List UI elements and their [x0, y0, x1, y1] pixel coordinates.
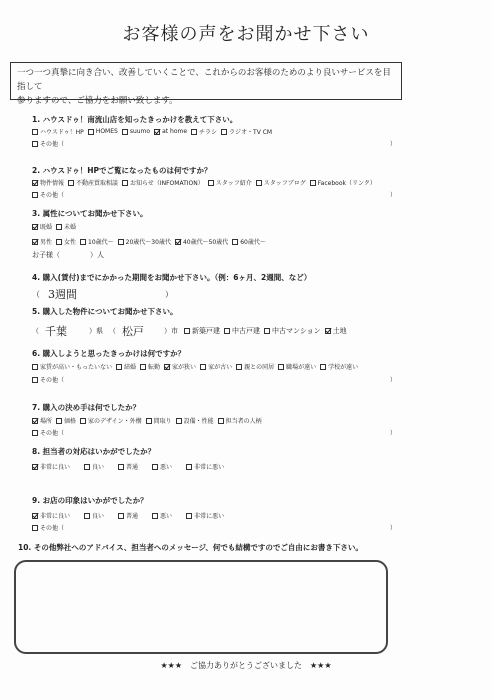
checkbox-icon[interactable] — [32, 364, 38, 370]
checkbox-icon[interactable] — [176, 418, 182, 424]
q2-options — [32, 178, 380, 187]
q2-option[interactable]: 不動産買取相談 — [68, 178, 118, 187]
q3-option[interactable]: 20歳代～30歳代 — [118, 237, 171, 246]
checkbox-icon[interactable] — [140, 364, 146, 370]
q9-other[interactable]: その他（ — [32, 523, 64, 532]
intro-line-1: 一つ一つ真摯に向き合い、改善していくことで、これからのお客様のためのより良いサービスを目指して — [17, 68, 391, 92]
q8-option[interactable]: 良い — [84, 462, 104, 471]
checkbox-icon[interactable] — [224, 328, 230, 334]
q5-pref-answer[interactable]: 千葉 — [45, 325, 67, 338]
q8-option[interactable]: 非常に良い — [32, 462, 70, 471]
q5-type-option[interactable]: 中古マンション — [264, 326, 321, 336]
q7-option[interactable]: 家のデザイン・外構 — [80, 416, 142, 425]
q7-other-close: ） — [390, 430, 397, 437]
checkbox-icon[interactable] — [80, 239, 86, 245]
checkbox-icon[interactable] — [32, 377, 38, 383]
checkbox-checked-icon[interactable] — [32, 239, 38, 245]
q7-option[interactable]: 間取り — [146, 416, 172, 425]
checkbox-icon[interactable] — [56, 418, 62, 424]
q8-options — [32, 462, 228, 471]
q6-option[interactable]: 家が古い — [200, 362, 232, 371]
checkbox-icon[interactable] — [218, 418, 224, 424]
checkbox-icon[interactable] — [68, 180, 74, 186]
free-comment-box[interactable] — [14, 560, 388, 654]
checkbox-icon[interactable] — [84, 464, 90, 470]
q3-marital-option[interactable]: 未婚 — [56, 222, 76, 231]
checkbox-icon[interactable] — [32, 525, 38, 531]
checkbox-icon[interactable] — [88, 129, 94, 135]
q7-other[interactable]: その他（ — [32, 428, 64, 437]
q3-marital-option[interactable]: 既婚 — [32, 222, 52, 231]
checkbox-icon[interactable] — [232, 239, 238, 245]
q9-option[interactable]: 非常に良い — [32, 511, 70, 520]
checkbox-icon[interactable] — [118, 239, 124, 245]
q5-city-answer[interactable]: 松戸 — [122, 325, 144, 338]
q5-location: （ 千葉 ）県 （ 松戸 ）市 新築戸建 中古戸建 中古マンション 土地 — [32, 325, 347, 338]
q2-option[interactable]: スタッフブログ — [256, 178, 306, 187]
q6-option[interactable]: 親との同居 — [236, 362, 274, 371]
q9-label: 9. お店の印象はいかがでしたか？ — [32, 496, 148, 505]
checkbox-icon[interactable] — [118, 513, 124, 519]
checkbox-checked-icon[interactable] — [32, 224, 38, 230]
q1-option[interactable]: ハウスドゥ！HP — [32, 127, 84, 136]
q3-children[interactable]: お子様（ ）人 — [32, 251, 104, 259]
q3-option[interactable]: 女性 — [56, 237, 76, 246]
checkbox-icon[interactable] — [32, 430, 38, 436]
q1-option[interactable]: HOMES — [88, 128, 118, 135]
q1-option[interactable]: ラジオ・TV CM — [221, 127, 272, 136]
checkbox-icon[interactable] — [122, 180, 128, 186]
q9-option[interactable]: 非常に悪い — [186, 511, 224, 520]
checkbox-icon[interactable] — [32, 141, 38, 147]
q8-option[interactable]: 非常に悪い — [186, 462, 224, 471]
checkbox-icon[interactable] — [80, 418, 86, 424]
checkbox-icon[interactable] — [32, 192, 38, 198]
q6-other-close: ） — [390, 377, 397, 384]
checkbox-icon[interactable] — [152, 513, 158, 519]
checkbox-icon[interactable] — [122, 129, 128, 135]
q9-options — [32, 511, 228, 520]
checkbox-icon[interactable] — [146, 418, 152, 424]
checkbox-checked-icon[interactable] — [154, 129, 160, 135]
q1-option[interactable]: suumo — [122, 128, 150, 135]
q6-label: 6. 購入しようと思ったきっかけは何ですか？ — [32, 349, 186, 358]
checkbox-icon[interactable] — [200, 364, 206, 370]
q5-type-option[interactable]: 土地 — [325, 326, 347, 336]
intro-line-2: 参りますので、ご協力をお願い致します。 — [17, 96, 178, 106]
checkbox-icon[interactable] — [56, 224, 62, 230]
checkbox-icon[interactable] — [116, 364, 122, 370]
q7-option[interactable]: 担当者の人柄 — [218, 416, 262, 425]
thanks-footer: ★★★ ご協力ありがとうございました ★★★ — [160, 661, 332, 670]
q5-type-option[interactable]: 新築戸建 — [184, 326, 220, 336]
checkbox-icon[interactable] — [84, 513, 90, 519]
q1-other-close: ） — [390, 141, 397, 148]
q2-other[interactable]: その他（ — [32, 190, 64, 199]
q10-label: 10. その他弊社へのアドバイス、担当者へのメッセージ、何でも結構ですのでご自由にお書き下さい。 — [18, 543, 363, 552]
q3-option[interactable]: 男性 — [32, 237, 52, 246]
q2-option[interactable]: お知らせ（INFOMATION） — [122, 178, 204, 187]
q1-other[interactable]: その他（ — [32, 139, 64, 148]
q7-label: 7. 購入の決め手は何でしたか？ — [32, 403, 141, 412]
q3-option[interactable]: 10歳代～ — [80, 237, 114, 246]
intro-box — [10, 62, 402, 106]
checkbox-icon[interactable] — [278, 364, 284, 370]
checkbox-icon[interactable] — [56, 239, 62, 245]
q9-option[interactable]: 普通 — [118, 511, 138, 520]
q3-option[interactable]: 40歳代～50歳代 — [175, 237, 228, 246]
q1-options — [32, 127, 276, 136]
q3-option[interactable]: 60歳代～ — [232, 237, 266, 246]
q9-other-close: ） — [390, 525, 397, 532]
q6-other[interactable]: その他（ — [32, 375, 64, 384]
checkbox-icon[interactable] — [310, 180, 316, 186]
q7-option[interactable]: 場所 — [32, 416, 52, 425]
q1-option[interactable]: チラシ — [191, 127, 217, 136]
q2-option[interactable]: 物件情報 — [32, 178, 64, 187]
checkbox-checked-icon[interactable] — [175, 239, 181, 245]
q9-option[interactable]: 悪い — [152, 511, 172, 520]
page-title: お客様の声をお聞かせ下さい — [122, 24, 370, 45]
q6-option[interactable]: 家が狭い — [164, 362, 196, 371]
q7-option[interactable]: 価格 — [56, 416, 76, 425]
q6-option[interactable]: 結婚 — [116, 362, 136, 371]
q2-option[interactable]: スタッフ紹介 — [208, 178, 252, 187]
checkbox-icon[interactable] — [152, 464, 158, 470]
checkbox-icon[interactable] — [236, 364, 242, 370]
q8-label: 8. 担当者の対応はいかがでしたか？ — [32, 447, 156, 456]
q3-gender-age — [32, 237, 270, 246]
q3-label: 3. 属性についてお聞かせ下さい。 — [32, 209, 148, 218]
q4-label: 4. 購入(賃付)までにかかった期間をお聞かせ下さい。（例：6ヶ月、2週間、など） — [32, 273, 312, 282]
checkbox-icon[interactable] — [221, 129, 227, 135]
q3-marital — [32, 222, 80, 231]
checkbox-icon[interactable] — [184, 328, 190, 334]
checkbox-checked-icon[interactable] — [32, 513, 38, 519]
q1-option[interactable]: at home — [154, 128, 187, 135]
q6-option[interactable]: 職場が遠い — [278, 362, 316, 371]
q8-option[interactable]: 悪い — [152, 462, 172, 471]
q2-option[interactable]: Facebook（リンク） — [310, 178, 376, 187]
q1-label: 1. ハウスドゥ！南流山店を知ったきっかけを教えて下さい。 — [32, 115, 238, 124]
q6-options — [32, 362, 362, 371]
checkbox-checked-icon[interactable] — [32, 418, 38, 424]
checkbox-icon[interactable] — [191, 129, 197, 135]
checkbox-checked-icon[interactable] — [164, 364, 170, 370]
q7-options — [32, 416, 266, 425]
q6-option[interactable]: 学校が遠い — [320, 362, 358, 371]
checkbox-icon[interactable] — [264, 328, 270, 334]
q9-option[interactable]: 良い — [84, 511, 104, 520]
checkbox-icon[interactable] — [320, 364, 326, 370]
q4-answer: 3週間 — [48, 288, 77, 301]
q2-other-close: ） — [390, 192, 397, 199]
checkbox-icon[interactable] — [208, 180, 214, 186]
q8-option[interactable]: 普通 — [118, 462, 138, 471]
q5-label: 5. 購入した物件についてお聞かせ下さい。 — [32, 307, 178, 316]
checkbox-icon[interactable] — [256, 180, 262, 186]
checkbox-icon[interactable] — [186, 464, 192, 470]
checkbox-icon[interactable] — [186, 513, 192, 519]
checkbox-checked-icon[interactable] — [325, 328, 331, 334]
q4-answer-row[interactable]: （ 3週間 ） — [32, 288, 173, 301]
checkbox-checked-icon[interactable] — [32, 180, 38, 186]
checkbox-icon[interactable] — [118, 464, 124, 470]
q2-label: 2. ハウスドゥ！HPでご覧になったものは何ですか？ — [32, 166, 212, 175]
checkbox-icon[interactable] — [32, 129, 38, 135]
q6-option[interactable]: 家賃が高い・もったいない — [32, 362, 112, 371]
q5-type-option[interactable]: 中古戸建 — [224, 326, 260, 336]
q6-option[interactable]: 転勤 — [140, 362, 160, 371]
checkbox-checked-icon[interactable] — [32, 464, 38, 470]
q7-option[interactable]: 設備・性能 — [176, 416, 214, 425]
